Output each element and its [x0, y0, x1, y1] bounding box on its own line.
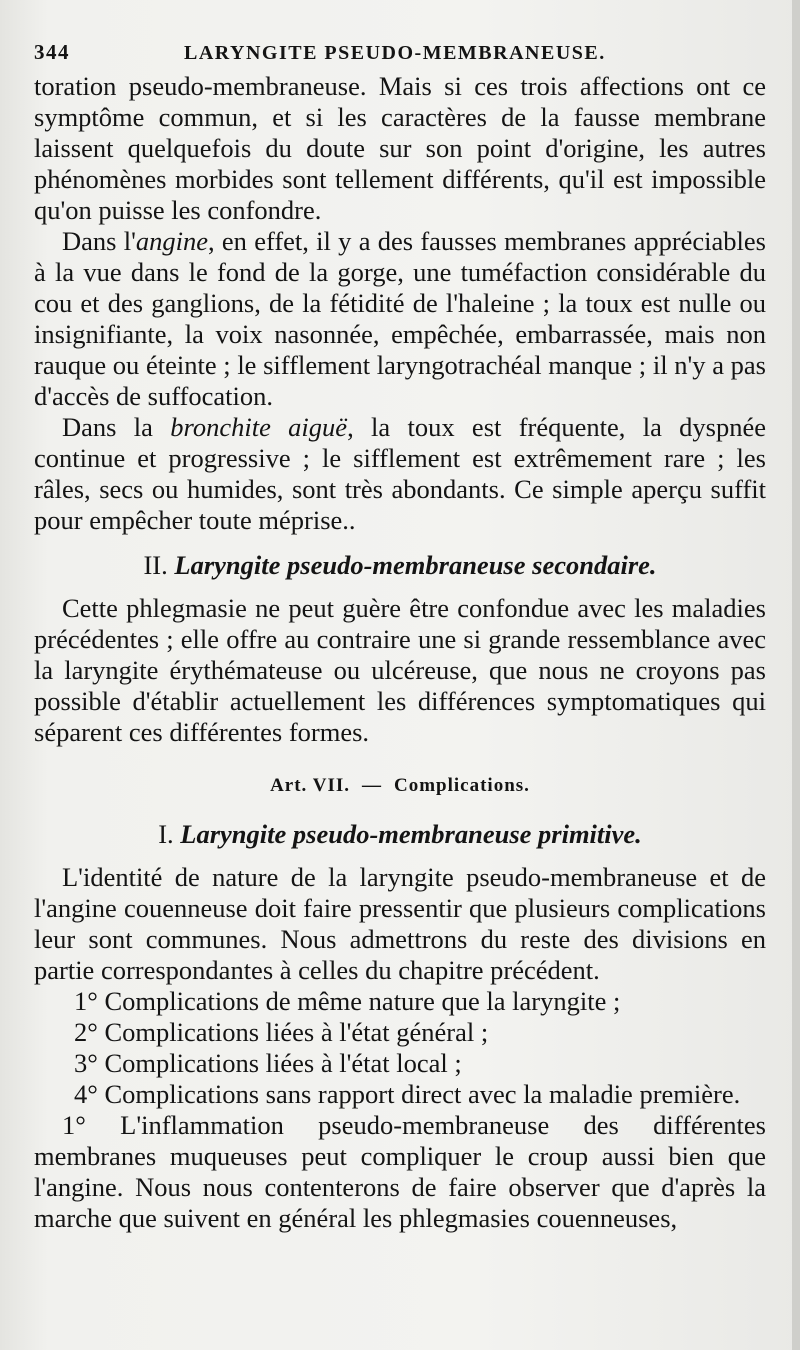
paragraph: toration pseudo-membraneuse. Mais si ces trois affections ont ce symptôme commun, et si les caractères de la fausse membrane laissent quelquefois du doute sur son point d'origine, les autres phénomènes morbides sont tellement différents, qu'il est impossible qu'on puisse les confondre.: [34, 71, 766, 225]
paragraph: Dans l'angine, en effet, il y a des fausses membranes appréciables à la vue dans le fond de la gorge, une tuméfaction considérable du cou et des ganglions, de la fétidité de l'haleine ; la toux est nulle ou insignifiante, la voix nasonnée, empêchée, embarrassée, mais non rauque ou éteinte ; le sifflement laryngotrachéal manque ; il n'y a pas d'accès de suffocation.: [34, 226, 766, 411]
paragraph: Cette phlegmasie ne peut guère être confondue avec les maladies précédentes ; elle offre au contraire une si grande ressemblance avec la laryngite érythémateuse ou ulcéreuse, que nous ne croyons pas possible d'établir actuellement les différences symptomatiques qui séparent ces différentes formes.: [34, 593, 766, 747]
list-item: 3° Complications liées à l'état local ;: [74, 1048, 462, 1078]
section-title: Laryngite pseudo-membraneuse primitive.: [180, 819, 642, 849]
paragraph: 1° L'inflammation pseudo-membraneuse des différentes membranes muqueuses peut compliquer le croup aussi bien que l'angine. Nous nous contenterons de faire observer que d'après la marche que suivent en général les phlegmasies couenneuses,: [34, 1110, 766, 1233]
section-number: I.: [158, 819, 174, 849]
article-label: Art. VII.: [270, 775, 350, 796]
section-number: II.: [143, 550, 168, 580]
emphasis: angine: [135, 226, 209, 256]
section-heading: [34, 550, 766, 581]
paragraph: Dans la bronchite aiguë, la toux est fréquente, la dyspnée continue et progressive ; le sifflement est extrêmement rare ; les râles, secs ou humides, sont très abondants. Ce simple aperçu suffit pour empêcher toute méprise..: [34, 412, 767, 535]
article-dash: —: [361, 775, 382, 796]
list-item: 2° Complications liées à l'état général ;: [74, 1017, 489, 1047]
article-title: Complications.: [393, 775, 530, 796]
section-title: Laryngite pseudo-membraneuse secondaire.: [174, 550, 657, 580]
list-item: 1° Complications de même nature que la laryngite ;: [74, 986, 621, 1016]
page-number: 344: [34, 40, 70, 64]
list-item: 4° Complications sans rapport direct avec la maladie première.: [74, 1079, 741, 1109]
page-body: [34, 71, 766, 1234]
page-header: [34, 40, 766, 65]
section-heading: [34, 819, 766, 850]
paragraph: L'identité de nature de la laryngite pseudo-membraneuse et de l'angine couenneuse doit faire pressentir que plusieurs complications leur sont communes. Nous admettrons du reste des divisions en partie correspondantes à celles du chapitre précédent.: [34, 862, 766, 985]
running-title: LARYNGITE PSEUDO-MEMBRANEUSE.: [184, 42, 606, 64]
article-heading: [34, 770, 766, 801]
emphasis: bronchite aiguë: [170, 412, 348, 442]
